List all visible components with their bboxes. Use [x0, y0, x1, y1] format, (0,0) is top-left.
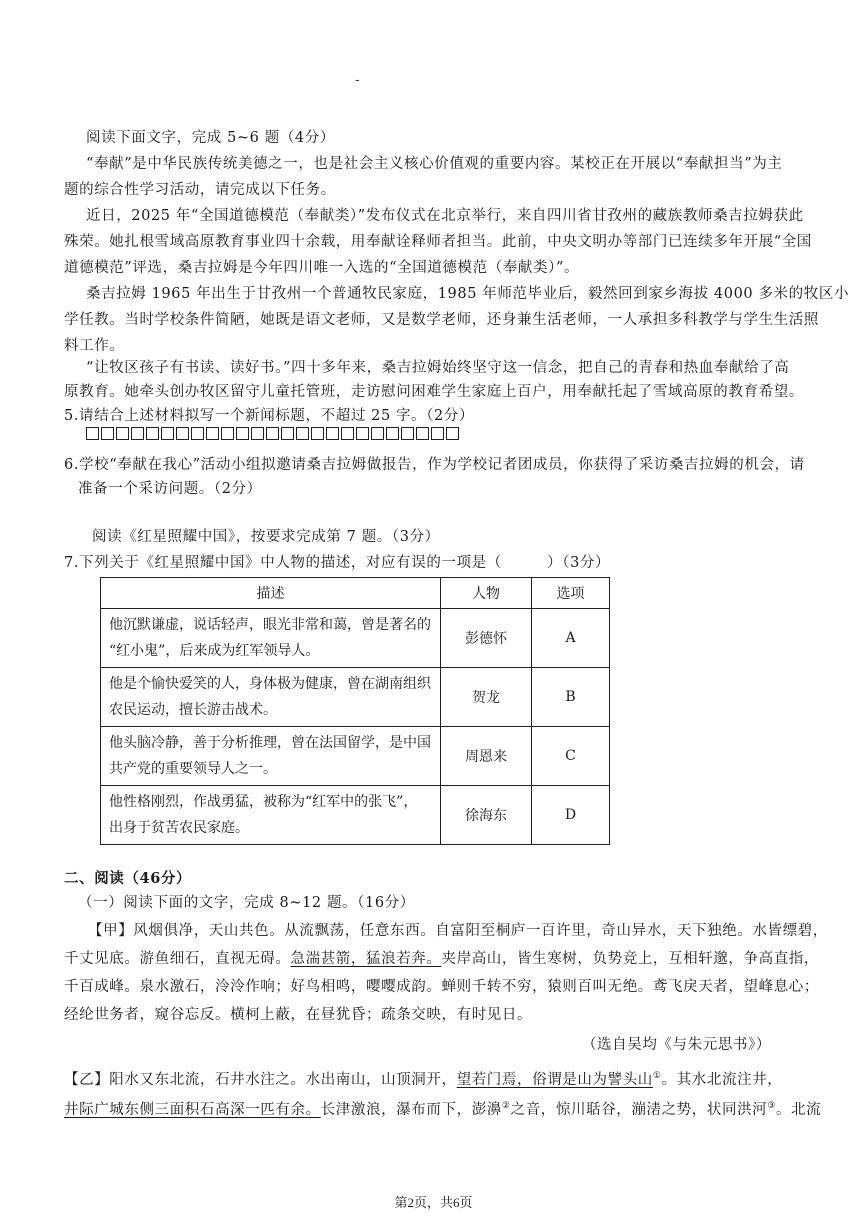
- passage-jia-line-3: 千百成峰。泉水激石，泠泠作响；好鸟相鸣，嘤嘤成韵。蝉则千转不穷，猿则百叫无绝。鸢飞戾天者，望峰息心；: [64, 979, 819, 995]
- underlined-sentence: 井际广城东侧三面积石高深一匹有余。: [64, 1101, 321, 1118]
- row-person: 彭德怀: [441, 609, 532, 668]
- header-description: 描述: [101, 578, 441, 609]
- passage-yi-line-2: 井际广城东侧三面积石高深一匹有余。长津激浪，瀑布而下，澎濞②之音，惊川聒谷，漰湱之势，状同洪河③。北流: [64, 1101, 822, 1118]
- passage-yi-line-1: 【乙】阳水又东北流，石井水注之。水出南山，山顶洞开，望若门焉，俗谓是山为譬头山①。其水北流注井，: [64, 1071, 783, 1088]
- section-2-title: 二、阅读（46分）: [64, 870, 192, 887]
- underlined-sentence: 急湍甚箭，猛浪若奔。: [290, 951, 442, 967]
- header-option: 选项: [532, 578, 610, 609]
- row-option: D: [532, 786, 610, 845]
- passage-jia-line-1: 【甲】风烟俱净，天山共色。从流飘荡，任意东西。自富阳至桐庐一百许里，奇山异水，天下独绝。水皆缥碧，: [88, 923, 828, 939]
- scan-mark: -: [355, 72, 360, 88]
- table-row: [101, 668, 610, 727]
- header-person: 人物: [441, 578, 532, 609]
- row-description: 他是个愉快爱笑的人，身体极为健康，曾在湖南组织 农民运动，擅长游击战术。: [101, 668, 441, 727]
- paragraph-3-line-3: 料工作。: [64, 338, 125, 354]
- passage-jia-line-2: 千丈见底。游鱼细石，直视无碍。急湍甚箭，猛浪若奔。夹岸高山，皆生寒树，负势竞上，互相轩邈，争高直指，: [64, 951, 819, 967]
- paragraph-2-line-1: 近日，2025 年“全国道德模范（奉献类）”发布仪式在北京举行，来自四川省甘孜州的藏族教师桑吉拉姆获此: [86, 208, 804, 224]
- question-5: 5.请结合上述材料拟写一个新闻标题，不超过 25 字。（2分）: [64, 408, 475, 424]
- table-row: [101, 609, 610, 668]
- paragraph-3-line-2: 学任教。当时学校条件简陋，她既是语文老师，又是数学老师，还身兼生活老师，一人承担多科教学与学生生活照: [64, 312, 819, 328]
- row-option: C: [532, 727, 610, 786]
- table-row: [101, 786, 610, 845]
- underlined-sentence: 望若门焉，俗谓是山为譬头山: [456, 1071, 653, 1088]
- table-row: [101, 727, 610, 786]
- passage-jia-source: （选自吴均《与朱元思书》）: [581, 1037, 771, 1053]
- answer-boxes[interactable]: [86, 427, 460, 440]
- row-option: B: [532, 668, 610, 727]
- paragraph-4-line-1: “让牧区孩子有书读、读好书。”四十多年来，桑吉拉姆始终坚守这一信念，把自己的青春和热血奉献给了高: [86, 360, 790, 376]
- reading-1-intro: 阅读下面文字，完成 5~6 题（4分）: [86, 130, 335, 146]
- row-person: 周恩来: [441, 727, 532, 786]
- table-header-row: [101, 578, 610, 609]
- row-person: 徐海东: [441, 786, 532, 845]
- question-6-line-2: 准备一个采访问题。（2分）: [78, 481, 262, 497]
- row-option: A: [532, 609, 610, 668]
- passage-jia-line-4: 经纶世务者，窥谷忘反。横柯上蔽，在昼犹昏；疏条交映，有时见日。: [64, 1007, 533, 1023]
- row-person: 贺龙: [441, 668, 532, 727]
- question-7: 7.下列关于《红星照耀中国》中人物的描述，对应有误的一项是（ ）（3分）: [64, 555, 611, 571]
- paragraph-2-line-2: 殊荣。她扎根雪域高原教育事业四十余载，用奉献诠释师者担当。此前，中央文明办等部门已连续多年开展“全国: [64, 234, 812, 250]
- character-table: [100, 577, 610, 845]
- row-description: 他性格刚烈，作战勇猛，被称为“红军中的张飞”， 出身于贫苦农民家庭。: [101, 786, 441, 845]
- paragraph-1-line-2: 题的综合性学习活动，请完成以下任务。: [64, 182, 336, 198]
- paragraph-3-line-1: 桑吉拉姆 1965 年出生于甘孜州一个普通牧民家庭，1985 年师范毕业后，毅然回到家乡海拔 4000 多米的牧区小: [86, 286, 850, 302]
- row-description: 他头脑冷静，善于分析推理，曾在法国留学，是中国 共产党的重要领导人之一。: [101, 727, 441, 786]
- page-footer: 第2页，共6页: [394, 1195, 473, 1210]
- question-6-line-1: 6.学校“奉献在我心”活动小组拟邀请桑吉拉姆做报告，作为学校记者团成员，你获得了采访桑吉拉姆的机会，请: [64, 457, 805, 473]
- row-description: 他沉默谦虚，说话轻声，眼光非常和蔼，曾是著名的 “红小鬼”，后来成为红军领导人。: [101, 609, 441, 668]
- paragraph-4-line-2: 原教育。她牵头创办牧区留守儿童托管班，走访慰问困难学生家庭上百户，用奉献托起了雪域高原的教育希望。: [64, 384, 804, 400]
- section-2-subtitle: （一）阅读下面的文字，完成 8~12 题。（16分）: [78, 895, 415, 911]
- paragraph-2-line-3: 道德模范”评选，桑吉拉姆是今年四川唯一入选的“全国道德模范（奉献类）”。: [64, 260, 580, 276]
- paragraph-1-line-1: “奉献”是中华民族传统美德之一，也是社会主义核心价值观的重要内容。某校正在开展以“奉献担当”为主: [86, 156, 783, 172]
- reading-2-intro: 阅读《红星照耀中国》，按要求完成第 7 题。（3分）: [92, 529, 440, 545]
